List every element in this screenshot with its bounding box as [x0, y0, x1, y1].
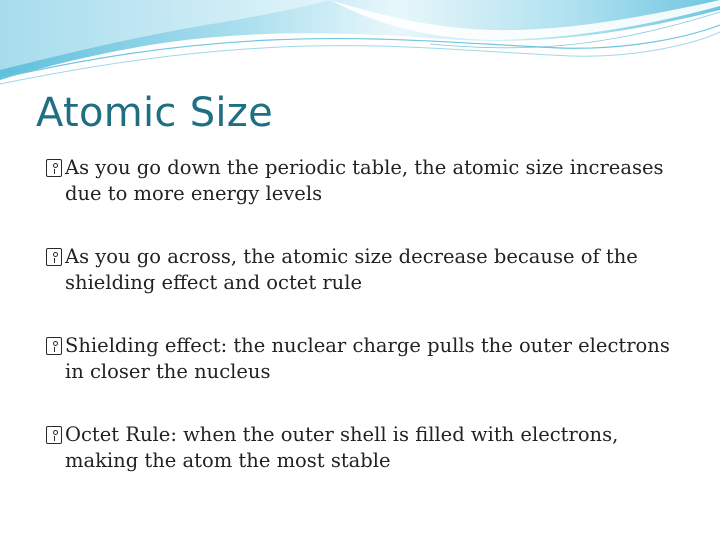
bullet-item [46, 155, 686, 207]
missing-glyph-icon [46, 159, 62, 177]
missing-glyph-icon [46, 426, 62, 444]
bullet-text: Shielding effect: the nuclear charge pulls the outer electrons in closer the nucleus [65, 334, 670, 383]
bullet-item [46, 244, 686, 296]
bullet-text: As you go down the periodic table, the atomic size increases due to more energy levels [65, 156, 664, 205]
bullet-item [46, 333, 686, 385]
bullet-list [46, 155, 686, 511]
bullet-item [46, 422, 686, 474]
missing-glyph-icon [46, 337, 62, 355]
slide-title: Atomic Size [36, 90, 274, 136]
bullet-text: Octet Rule: when the outer shell is filled with electrons, making the atom the most stable [65, 423, 619, 472]
missing-glyph-icon [46, 248, 62, 266]
bullet-text: As you go across, the atomic size decrease because of the shielding effect and octet rule [65, 245, 638, 294]
